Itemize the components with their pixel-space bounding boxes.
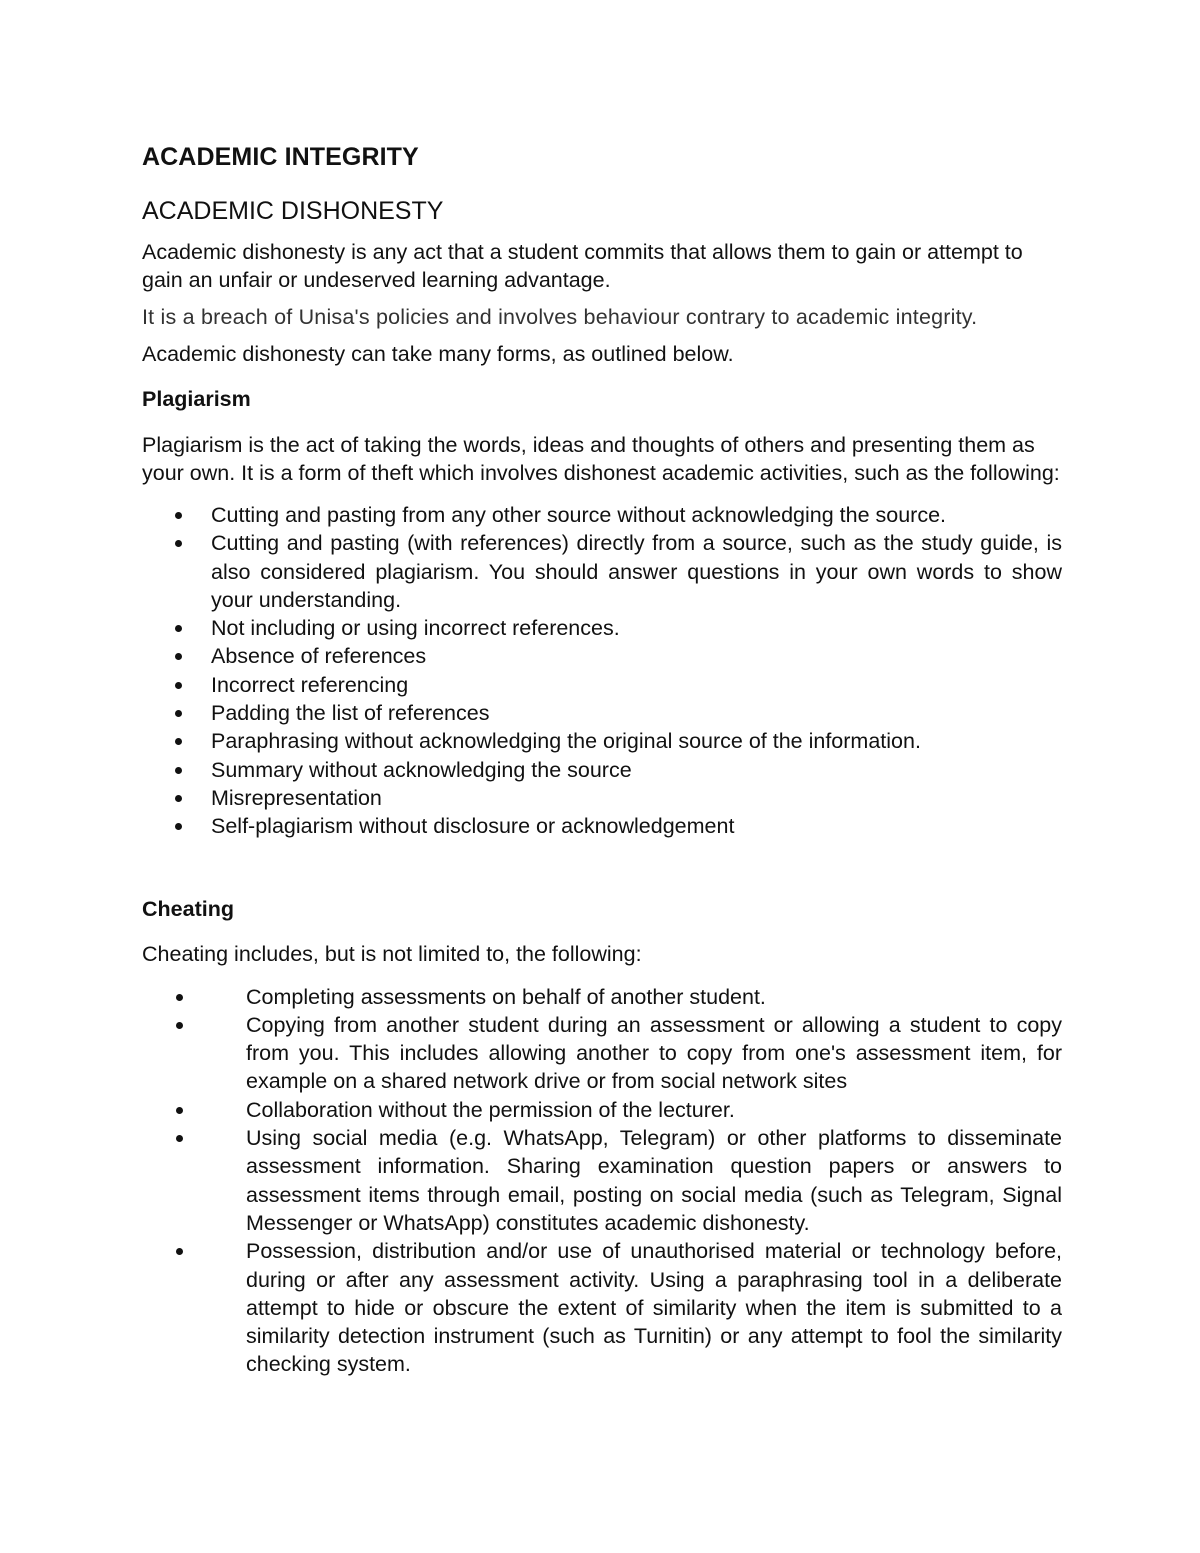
- bullet-icon: [175, 512, 182, 519]
- list-item: [142, 671, 1062, 699]
- list-item-text: Incorrect referencing: [211, 672, 409, 697]
- cheating-paragraph: Cheating includes, but is not limited to, the following:: [142, 941, 642, 966]
- list-item-text: Not including or using incorrect references.: [211, 616, 620, 641]
- list-item: [142, 501, 1062, 529]
- plagiarism-paragraph: Plagiarism is the act of taking the words, ideas and thoughts of others and presenting them as your own. It is a form of theft which involves dishonest academic activities, such as the following:: [142, 433, 1060, 485]
- bullet-icon: [175, 795, 182, 802]
- list-item-text: Copying from another student during an assessment or allowing a student to copy from you. This includes allowing another to copy from one's assessment item, for example on a shared network drive or from social network sites: [246, 1012, 1062, 1094]
- list-item: [142, 1237, 1062, 1378]
- bullet-icon: [175, 738, 182, 745]
- bullet-icon: [175, 653, 182, 660]
- list-item-text: Self-plagiarism without disclosure or acknowledgement: [211, 814, 735, 839]
- list-item: [142, 614, 1062, 642]
- bullet-icon: [176, 1135, 183, 1142]
- list-item-text: Possession, distribution and/or use of unauthorised material or technology before, during or after any assessment activity. Using a paraphrasing tool in a deliberate attempt to hide or obscure the extent of similarity when the item is submitted to a similarity detection instrument (such as Turnitin) or any attempt to fool the similarity checking system.: [246, 1239, 1062, 1377]
- document-page: [142, 140, 1062, 1379]
- bullet-icon: [175, 682, 182, 689]
- document-subtitle: ACADEMIC DISHONESTY: [142, 197, 444, 225]
- list-item-text: Summary without acknowledging the source: [211, 757, 632, 782]
- bullet-icon: [176, 1248, 183, 1255]
- bullet-icon: [175, 540, 182, 547]
- plagiarism-heading: Plagiarism: [142, 387, 251, 411]
- cheating-heading: Cheating: [142, 896, 234, 921]
- list-item: [142, 812, 1062, 840]
- list-item: [142, 983, 1062, 1011]
- bullet-icon: [175, 710, 182, 717]
- intro-paragraph-1: Academic dishonesty is any act that a student commits that allows them to gain or attempt to gain an unfair or undeserved learning advantage.: [142, 240, 1023, 292]
- bullet-icon: [175, 625, 182, 632]
- cheating-list: [142, 983, 1062, 1379]
- list-item-text: Using social media (e.g. WhatsApp, Telegram) or other platforms to disseminate assessment information. Sharing examination question papers or answers to assessment items through email, posting on social media (such as Telegram, Signal Messenger or WhatsApp) constitutes academic dishonesty.: [246, 1126, 1062, 1235]
- list-item-text: Cutting and pasting from any other source without acknowledging the source.: [211, 503, 947, 527]
- list-item: [142, 1124, 1062, 1237]
- plagiarism-list: [142, 501, 1062, 841]
- document-title: ACADEMIC INTEGRITY: [142, 143, 419, 171]
- list-item: [142, 1011, 1062, 1096]
- list-item-text: Collaboration without the permission of the lecturer.: [246, 1097, 735, 1122]
- list-item-text: Completing assessments on behalf of another student.: [246, 984, 766, 1009]
- list-item-text: Absence of references: [211, 644, 427, 669]
- list-item: [142, 1096, 1062, 1124]
- list-item: [142, 529, 1062, 614]
- list-item-text: Cutting and pasting (with references) directly from a source, such as the study guide, is also considered plagiarism. You should answer questions in your own words to show your understanding.: [211, 531, 1062, 612]
- list-item-text: Paraphrasing without acknowledging the original source of the information.: [211, 729, 921, 754]
- bullet-icon: [176, 1107, 183, 1114]
- list-item: [142, 727, 1062, 755]
- list-item: [142, 642, 1062, 670]
- bullet-icon: [176, 1022, 183, 1029]
- intro-paragraph-2: It is a breach of Unisa's policies and involves behaviour contrary to academic integrity.: [142, 305, 978, 329]
- list-item: [142, 784, 1062, 812]
- bullet-icon: [176, 994, 183, 1001]
- list-item-text: Misrepresentation: [211, 785, 382, 810]
- bullet-icon: [175, 767, 182, 774]
- list-item: [142, 756, 1062, 784]
- list-item: [142, 699, 1062, 727]
- bullet-icon: [175, 823, 182, 830]
- list-item-text: Padding the list of references: [211, 701, 490, 726]
- intro-paragraph-3: Academic dishonesty can take many forms, as outlined below.: [142, 342, 734, 366]
